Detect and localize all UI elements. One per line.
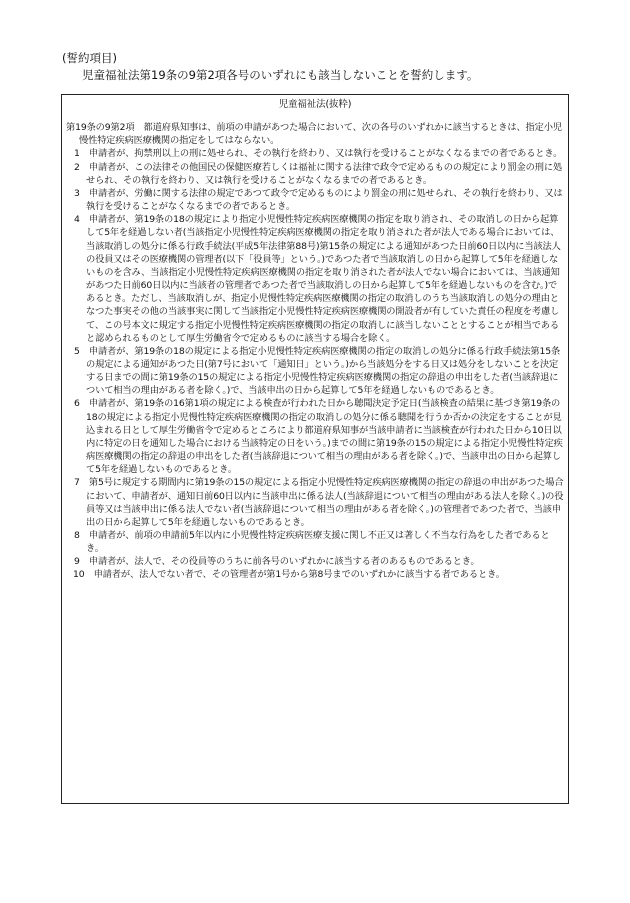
list-item [66, 476, 564, 529]
item-number: 8 [74, 530, 80, 541]
item-text: 第5号に規定する期間内に第19条の15の規定による指定小児慢性特定疾病医療機関の指定の辞退の申出があつた場合において、申請者が、通知日前60日以内に当該申出に係る法人(当該辞退について相当の理由がある法人を除く。)の役員等又は当該申出に係る法人でない者(当該辞退について相当の理由がある者を除く。)の管理者であつた者で、当該申出の日から起算して5年を経過しないものであるとき。 [86, 477, 564, 528]
list-item [66, 345, 564, 398]
item-text: 申請者が、第19条の18の規定による指定小児慢性特定疾病医療機関の指定の取消しの処分に係る行政手続法第15条の規定による通知があつた日(第7号において「通知日」という。)から当該処分をする日又は処分をしないことを決定する日までの間に第19条の15の規定による指定小児慢性特定疾病医療機関の指定の辞退の申出をした者(当該辞退について相当の理由がある者を除く。)で、当該申出の日から起算して5年を経過しないものであるとき。 [86, 345, 561, 397]
item-number: 2 [74, 161, 80, 173]
item-text: 申請者が、拘禁刑以上の刑に処せられ、その執行を終わり、又は執行を受けることがなくなるまでの者であるとき。 [88, 148, 563, 160]
list-item [66, 568, 564, 581]
item-text: 申請者が、法人で、その役員等のうちに前各号のいずれかに該当する者のあるものであるとき。 [88, 556, 480, 568]
item-number: 1 [74, 148, 80, 160]
list-item [66, 187, 564, 213]
law-excerpt-box [61, 94, 569, 804]
item-number: 6 [74, 398, 80, 410]
item-number: 3 [74, 187, 80, 199]
item-number: 5 [74, 345, 80, 357]
item-text: 申請者が、第19条の16第1項の規定による検査が行われた日から聴聞決定予定日(当該検査の結果に基づき第19条の18の規定による指定小児慢性特定疾病医療機関の指定の取消しの処分に係る聴聞を行うか否かの決定をすることが見込まれる日として厚生労働省令で定めるところにより都道府県知事が当該申請者に当該検査が行われた日から10日以内に特定の日を通知した場合における当該特定の日をいう。)までの間に第19条の15の規定による指定小児慢性特定疾病医療機関の指定の辞退の申出をした者(当該辞退について相当の理由がある者を除く。)で、当該申出の日から起算して5年を経過しないものであるとき。 [86, 398, 563, 476]
item-number: 10 [73, 569, 85, 581]
item-text: 申請者が、第19条の18の規定により指定小児慢性特定疾病医療機関の指定を取り消され、その取消しの日から起算して5年を経過しない者(当該指定小児慢性特定疾病医療機関の指定を取り消された者が法人である場合においては、当該取消しの処分に係る行政手続法(平成5年法律第88号)第15条の規定による通知があつた日前60日以内に当該法人の役員又はその医療機関の管理者(以下「役員等」という。)であつた者で当該取消しの日から起算して5年を経過しないものを含み、当該指定小児慢性特定疾病医療機関の指定を取り消された者が法人でない場合においては、当該通知があつた日前60日以内に当該者の管理者であつた者で当該取消しの日から起算して5年を経過しないものを含む。)であるとき。ただし、当該取消しが、指定小児慢性特定疾病医療機関の指定の取消しのうち当該取消しの処分の理由となつた事実その他の当該事実に関して当該指定小児慢性特定疾病医療機関の開設者が有していた責任の程度を考慮して、この号本文に規定する指定小児慢性特定疾病医療機関の指定の取消しに該当しないこととすることが相当であると認められるものとして厚生労働省令で定めるものに該当する場合を除く。 [86, 214, 561, 344]
list-item [66, 529, 564, 555]
item-text: 申請者が、法人でない者で、その管理者が第1号から第8号までのいずれかに該当する者であるとき。 [93, 569, 505, 581]
list-item [66, 147, 564, 160]
item-number: 9 [74, 556, 80, 568]
item-text: 申請者が、前項の申請前5年以内に小児慢性特定疾病医療支援に関し不正又は著しく不当な行為をした者であるとき。 [86, 530, 550, 555]
item-number: 7 [74, 477, 80, 489]
list-item [66, 213, 564, 345]
list-item [66, 397, 564, 476]
article-heading: 第19条の9第2項 都道府県知事は、前項の申請があつた場合において、次の各号のいずれかに該当するときは、指定小児慢性特定疾病医療機関の指定をしてはならない。 [66, 122, 562, 147]
item-text: 申請者が、この法律その他国民の保健医療若しくは福祉に関する法律で政令で定めるものの規定により罰金の刑に処せられ、その執行を終わり、又は執行を受けることがなくなるまでの者であるとき。 [86, 161, 563, 186]
list-item [66, 555, 564, 568]
excerpt-title: 児童福祉法(抜粋) [278, 99, 352, 110]
pledge-statement: 児童福祉法第19条の9第2項各号のいずれにも該当しないことを誓約します。 [82, 68, 479, 82]
item-number: 4 [74, 214, 80, 226]
section-label: (誓約項目) [62, 51, 117, 65]
list-item [66, 161, 564, 187]
item-text: 申請者が、労働に関する法律の規定であつて政令で定めるものにより罰金の刑に処せられ、その執行を終わり、又は執行を受けることがなくなるまでの者であるとき。 [86, 187, 563, 213]
